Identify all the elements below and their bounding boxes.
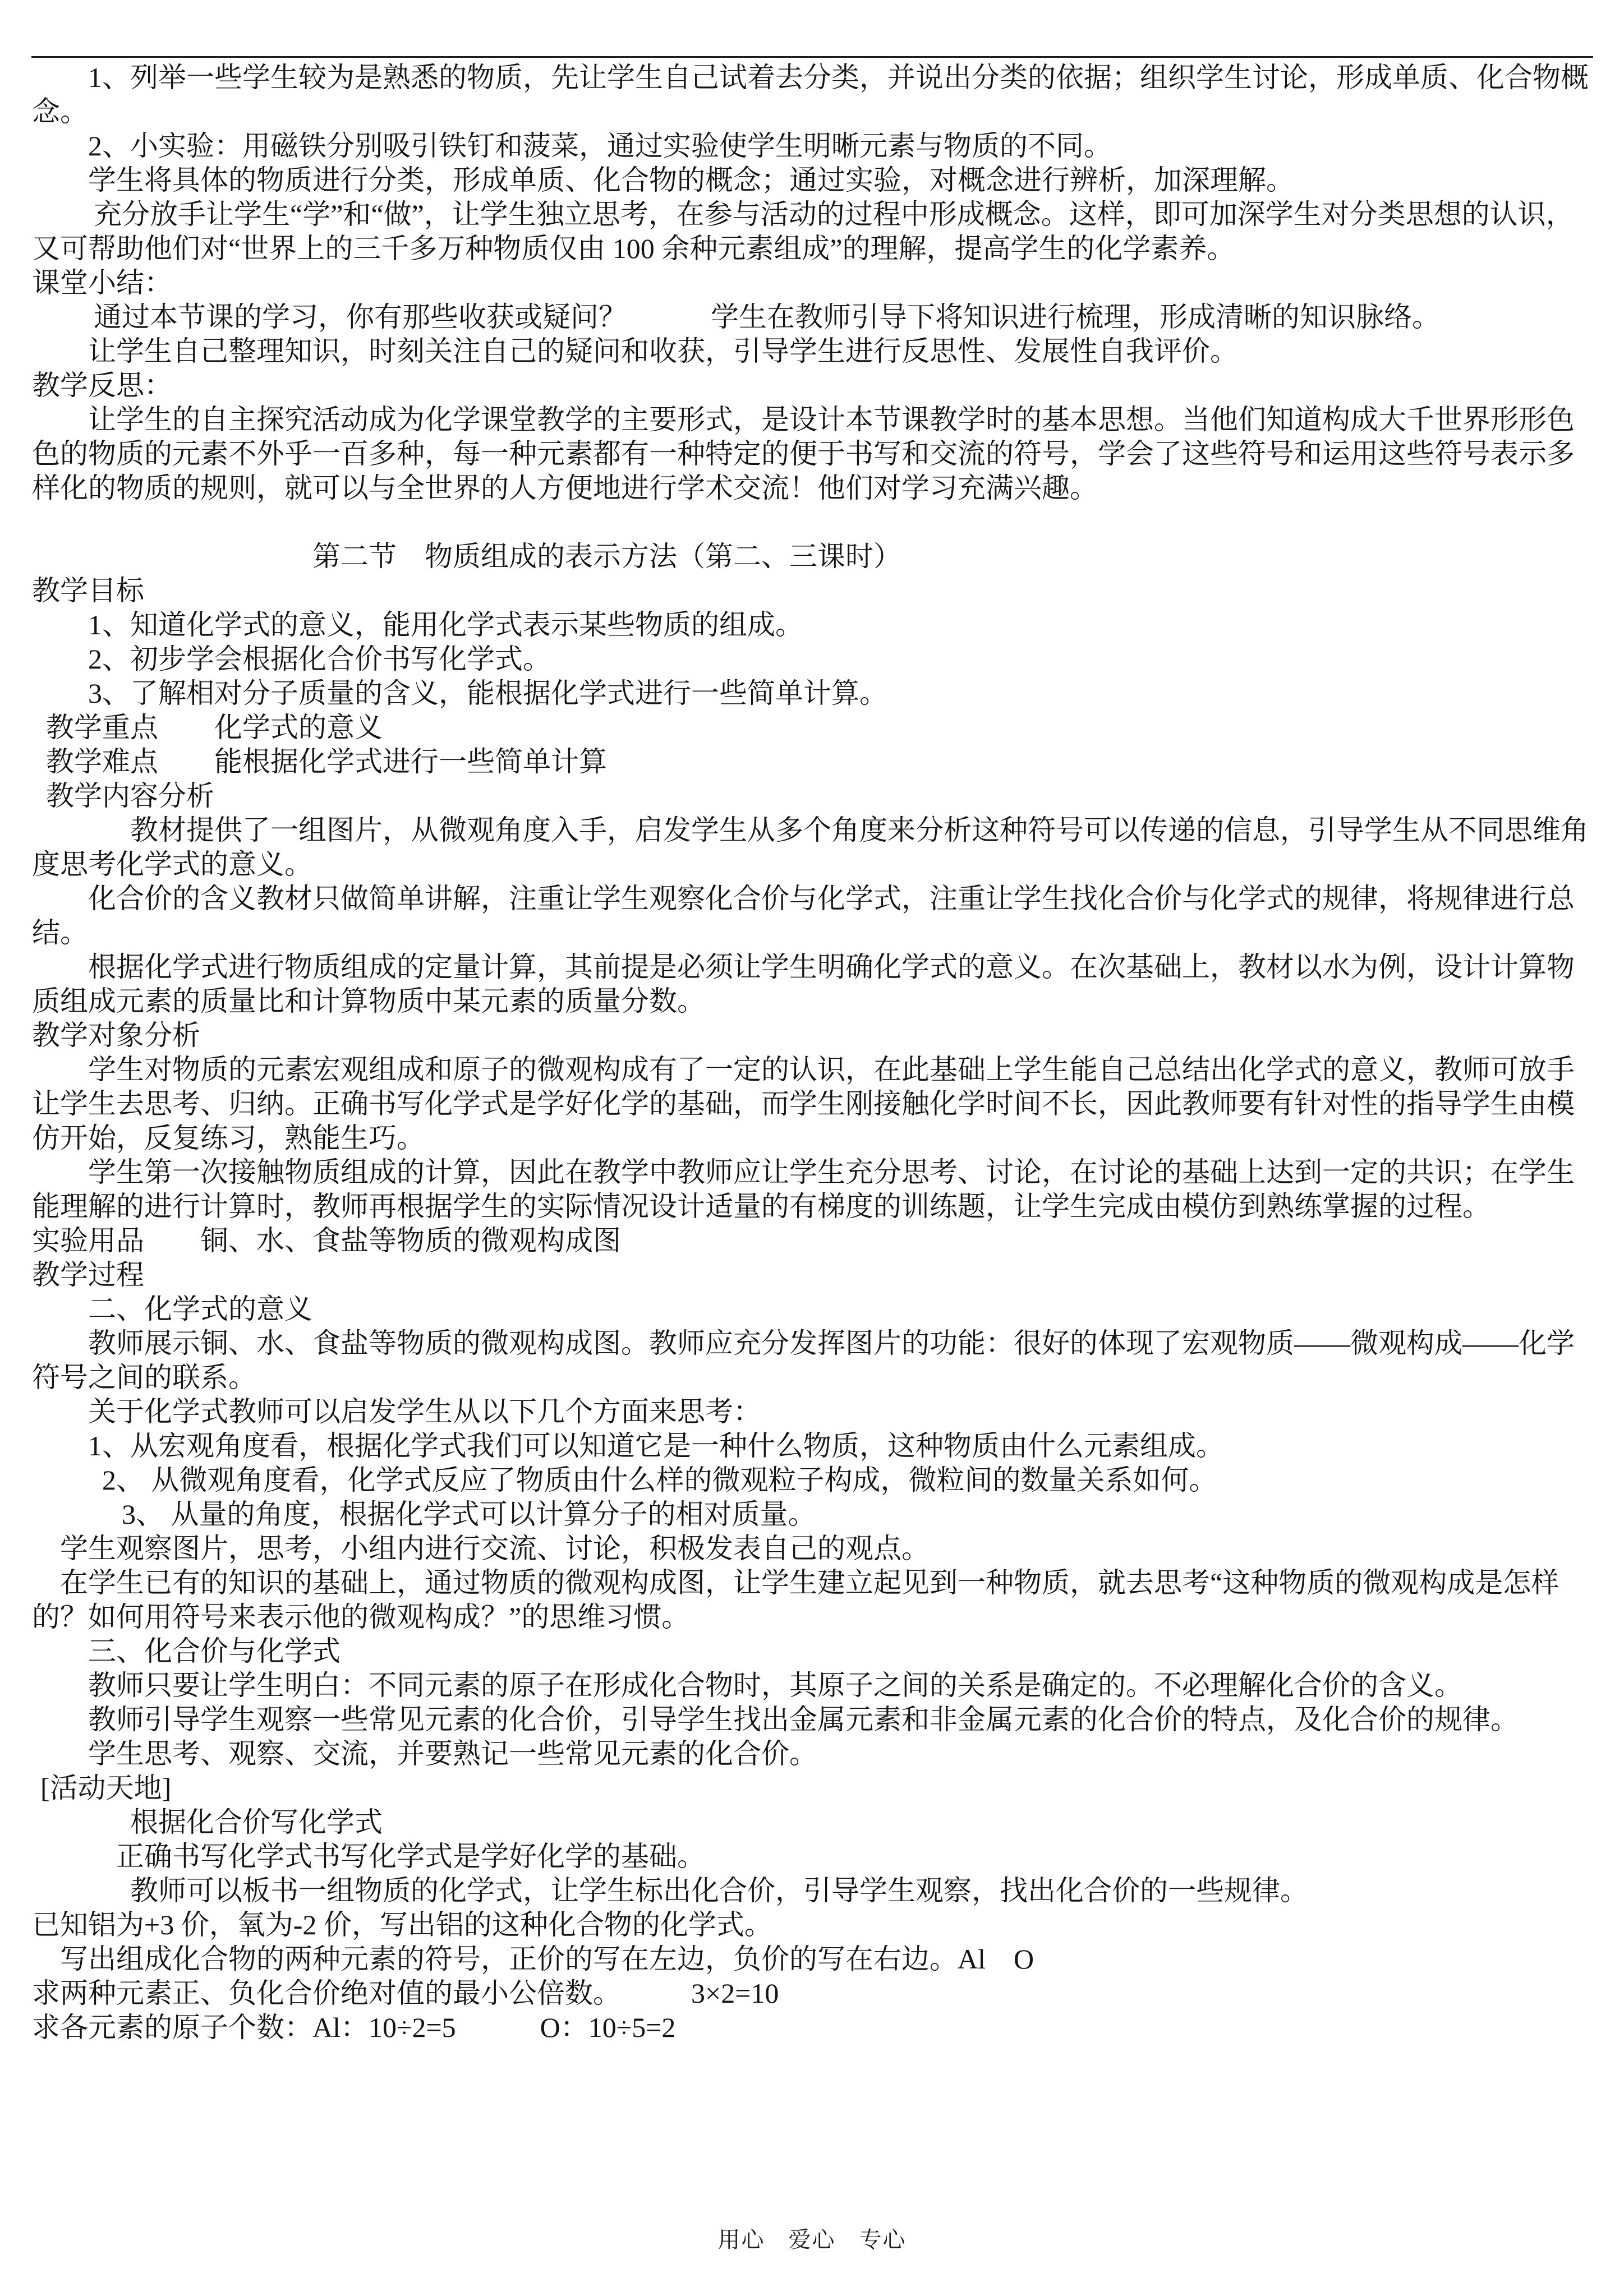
paragraph: 教学难点 能根据化学式进行一些简单计算 [46, 746, 607, 777]
paragraph: 在学生已有的知识的基础上，通过物质的微观构成图，让学生建立起见到一种物质，就去思考“这种物质的微观构成是怎样的？如何用符号来表示他的微观构成？”的思维习惯。 [32, 1567, 1559, 1633]
paragraph: 教学重点 化学式的意义 [46, 712, 383, 743]
paragraph: 二、化学式的意义 [88, 1293, 312, 1325]
paragraph: 求两种元素正、负化合价绝对值的最小公倍数。 3×2=10 [32, 1977, 779, 2009]
paragraph: 教师展示铜、水、食盐等物质的微观构成图。教师应充分发挥图片的功能：很好的体现了宏观物质——微观构成——化学符号之间的联系。 [32, 1327, 1575, 1393]
paragraph: 让学生的自主探究活动成为化学课堂教学的主要形式，是设计本节课教学时的基本思想。当他们知道构成大千世界形形色色的物质的元素不外乎一百多种，每一种元素都有一种特定的便于书写和交流的符号，学会了这些符号和运用这些符号表示多样化的物质的规则，就可以与全世界的人方便地进行学术交流！他们对学习充满兴趣。 [32, 404, 1575, 504]
paragraph: 3、 从量的角度，根据化学式可以计算分子的相对质量。 [122, 1499, 816, 1530]
blank-line [32, 505, 1593, 540]
paragraph: 课堂小结： [32, 267, 172, 298]
paragraph: 教学反思： [32, 370, 172, 401]
paragraph: 通过本节课的学习，你有那些收获或疑问？ 学生在教师引导下将知识进行梳理，形成清晰的知识脉络。 [94, 301, 1440, 333]
header-rule [31, 56, 1593, 58]
paragraph: 已知铝为+3 价，氧为-2 价，写出铝的这种化合物的化学式。 [32, 1909, 772, 1940]
paragraph: 学生观察图片，思考，小组内进行交流、讨论，积极发表自己的观点。 [60, 1533, 930, 1564]
paragraph: 教学对象分析 [32, 1020, 200, 1051]
paragraph: 2、初步学会根据化合价书写化学式。 [88, 643, 551, 675]
document-body [32, 61, 1593, 2045]
paragraph: 让学生自己整理知识，时刻关注自己的疑问和收获，引导学生进行反思性、发展性自我评价。 [88, 335, 1238, 367]
paragraph: 3、了解相对分子质量的含义，能根据化学式进行一些简单计算。 [88, 677, 887, 709]
paragraph: 充分放手让学生“学”和“做”，让学生独立思考，在参与活动的过程中形成概念。这样，即可加深学生对分类思想的认识，又可帮助他们对“世界上的三千多万种物质仅由 100 余种元素组成”的理解，提高学生的化学素养。 [32, 199, 1574, 264]
paragraph: 教学目标 [32, 575, 144, 606]
paragraph: 实验用品 铜、水、食盐等物质的微观构成图 [32, 1225, 621, 1256]
paragraph: 1、从宏观角度看，根据化学式我们可以知道它是一种什么物质，这种物质由什么元素组成。 [88, 1430, 1224, 1461]
paragraph: 教师只要让学生明白：不同元素的原子在形成化合物时，其原子之间的关系是确定的。不必理解化合价的含义。 [88, 1670, 1462, 1701]
paragraph: 2、 从微观角度看，化学式反应了物质由什么样的微观粒子构成，微粒间的数量关系如何。 [102, 1464, 1217, 1496]
paragraph: 1、知道化学式的意义，能用化学式表示某些物质的组成。 [88, 609, 803, 640]
paragraph: 教师引导学生观察一些常见元素的化合价，引导学生找出金属元素和非金属元素的化合价的特点，及化合价的规律。 [88, 1704, 1519, 1735]
page-footer: 用心 爱心 专心 [717, 2227, 907, 2252]
paragraph: 求各元素的原子个数：Al：10÷2=5 O：10÷5=2 [32, 2012, 676, 2043]
paragraph: 学生思考、观察、交流，并要熟记一些常见元素的化合价。 [88, 1738, 817, 1769]
paragraph: 1、列举一些学生较为是熟悉的物质，先让学生自己试着去分类，并说出分类的依据；组织学生讨论，形成单质、化合物概念。 [32, 62, 1589, 127]
paragraph: 教材提供了一组图片，从微观角度入手，启发学生从多个角度来分析这种符号可以传递的信息，引导学生从不同思维角度思考化学式的意义。 [32, 814, 1589, 880]
paragraph: 学生第一次接触物质组成的计算，因此在教学中教师应让学生充分思考、讨论，在讨论的基础上达到一定的共识；在学生能理解的进行计算时，教师再根据学生的实际情况设计适量的有梯度的训练题，让学生完成由模仿到熟练掌握的过程。 [32, 1156, 1575, 1222]
section-heading: 第二节 物质组成的表示方法（第二、三课时） [312, 541, 901, 572]
paragraph: 化合价的含义教材只做简单讲解，注重让学生观察化合价与化学式，注重让学生找化合价与化学式的规律，将规律进行总结。 [32, 883, 1575, 948]
paragraph: 教师可以板书一组物质的化学式，让学生标出化合价，引导学生观察，找出化合价的一些规律。 [130, 1875, 1308, 1906]
paragraph: 正确书写化学式书写化学式是学好化学的基础。 [116, 1841, 705, 1872]
paragraph: [活动天地] [40, 1772, 172, 1804]
paragraph: 学生对物质的元素宏观组成和原子的微观构成有了一定的认识，在此基础上学生能自己总结出化学式的意义，教师可放手让学生去思考、归纳。正确书写化学式是学好化学的基础，而学生刚接触化学时间不长，因此教师要有针对性的指导学生由模仿开始，反复练习，熟能生巧。 [32, 1054, 1575, 1154]
paragraph: 关于化学式教师可以启发学生从以下几个方面来思考： [88, 1396, 761, 1427]
paragraph: 学生将具体的物质进行分类，形成单质、化合物的概念；通过实验，对概念进行辨析，加深理解。 [88, 164, 1294, 196]
paragraph: 根据化学式进行物质组成的定量计算，其前提是必须让学生明确化学式的意义。在次基础上，教材以水为例，设计计算物质组成元素的质量比和计算物质中某元素的质量分数。 [32, 951, 1575, 1017]
paragraph: 教学内容分析 [46, 780, 214, 812]
paragraph: 2、小实验：用磁铁分别吸引铁钉和菠菜，通过实验使学生明晰元素与物质的不同。 [88, 130, 1112, 162]
paragraph: 三、化合价与化学式 [88, 1635, 341, 1667]
paragraph: 根据化合价写化学式 [130, 1806, 383, 1838]
paragraph: 教学过程 [32, 1259, 144, 1290]
paragraph: 写出组成化合物的两种元素的符号，正价的写在左边，负价的写在右边。Al O [60, 1943, 1034, 1975]
